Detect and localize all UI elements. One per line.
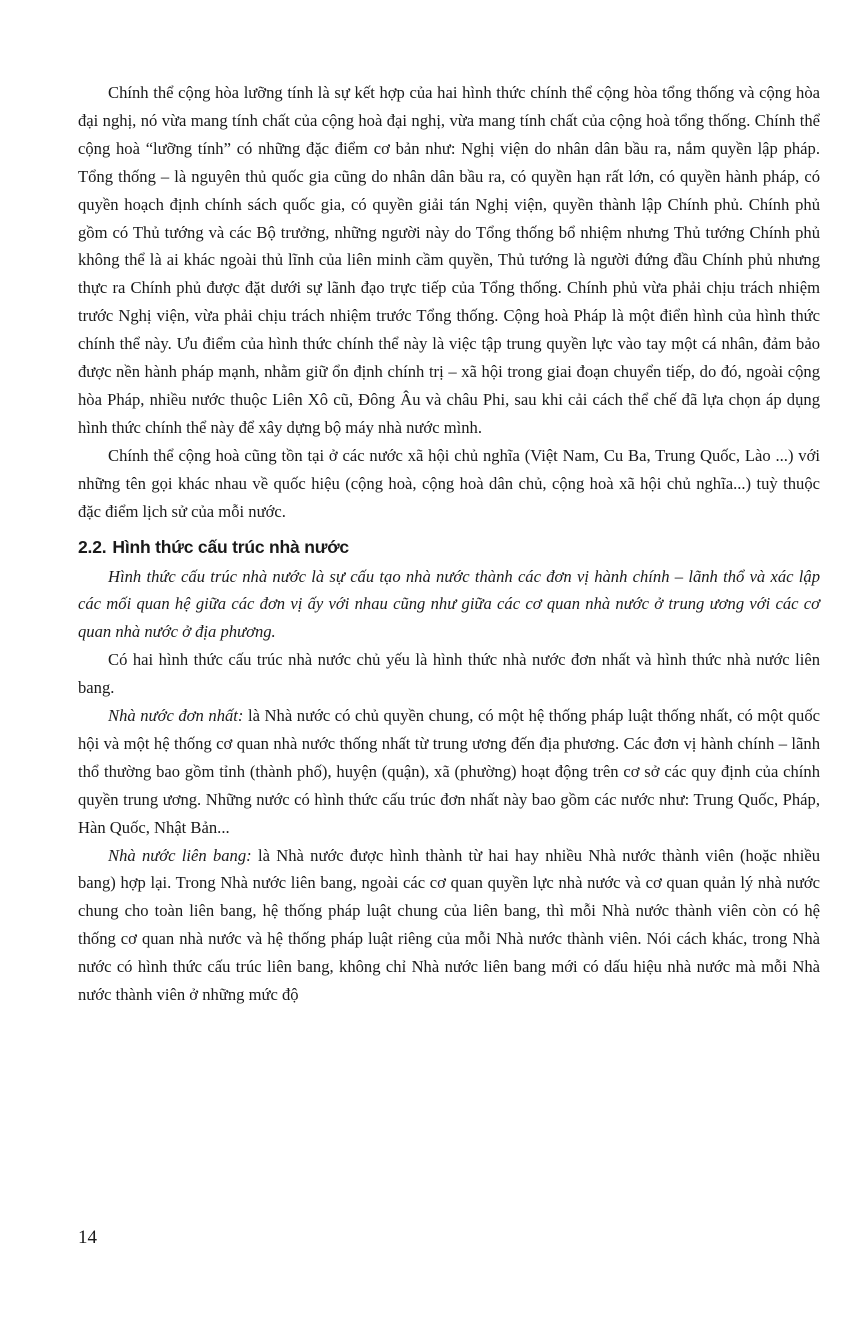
unitary-state-term: Nhà nước đơn nhất: (108, 706, 244, 726)
paragraph-socialist-republic: Chính thể cộng hoà cũng tồn tại ở các nước xã hội chủ nghĩa (Việt Nam, Cu Ba, Trung Quốc, Lào ...) với những tên gọi khác nhau về quốc hiệu (cộng hoà, cộng hoà dân chủ, cộng hoà xã hội chủ nghĩa...) tuỳ thuộc đặc điểm lịch sử của mỗi nước. (78, 445, 820, 521)
section-heading (78, 534, 820, 561)
paragraph-federal-state (78, 842, 820, 1009)
paragraph-unitary-state (78, 702, 820, 842)
section-number: 2.2. (78, 536, 107, 557)
paragraph-two-forms: Có hai hình thức cấu trúc nhà nước chủ yếu là hình thức nhà nước đơn nhất và hình thức nhà nước liên bang. (78, 650, 820, 698)
page-body (78, 79, 820, 1009)
page-number: 14 (78, 1227, 97, 1248)
paragraph-republic-dual: Chính thể cộng hòa lưỡng tính là sự kết hợp của hai hình thức chính thể cộng hòa tổng thống và cộng hòa đại nghị, nó vừa mang tính chất của cộng hoà đại nghị, vừa mang tính chất của cộng hoà tổng thống. Chính thể cộng hoà “lưỡng tính” có những đặc điểm cơ bản như: Nghị viện do nhân dân bầu ra, nắm quyền lập pháp. Tổng thống – là nguyên thủ quốc gia cũng do nhân dân bầu ra, có quyền hạn rất lớn, có quyền hành pháp, có quyền hoạch định chính sách quốc gia, có quyền giải tán Nghị viện, quyền thành lập Chính phủ. Chính phủ gồm có Thủ tướng và các Bộ trưởng, những người này do Tổng thống bổ nhiệm nhưng Thủ tướng Chính phủ không thể là ai khác ngoài thủ lĩnh của liên minh cầm quyền, Thủ tướng là người đứng đầu Chính phủ nhưng thực ra Chính phủ được đặt dưới sự lãnh đạo trực tiếp của Tổng thống. Chính phủ vừa phải chịu trách nhiệm trước Nghị viện, vừa phải chịu trách nhiệm trước Tổng thống. Cộng hoà Pháp là một điển hình của hình thức chính thể này. Ưu điểm của hình thức chính thể này là việc tập trung quyền lực vào tay một cá nhân, đảm bảo được nền hành pháp mạnh, nhằm giữ ổn định chính trị – xã hội trong giai đoạn chuyển tiếp, do đó, ngoài cộng hòa Pháp, nhiều nước thuộc Liên Xô cũ, Đông Âu và châu Phi, sau khi cải cách thể chế đã lựa chọn áp dụng hình thức chính thể này để xây dựng bộ máy nhà nước mình. (78, 83, 820, 437)
unitary-state-text: là Nhà nước có chủ quyền chung, có một hệ thống pháp luật thống nhất, có một quốc hội và một hệ thống cơ quan nhà nước thống nhất từ trung ương đến địa phương. Các đơn vị hành chính – lãnh thổ thường bao gồm tỉnh (thành phố), huyện (quận), xã (phường) hoạt động trên cơ sở các quy định của chính quyền trung ương. Những nước có hình thức cấu trúc đơn nhất này bao gồm các nước như: Trung Quốc, Pháp, Hàn Quốc, Nhật Bản... (78, 706, 821, 837)
section-title: Hình thức cấu trúc nhà nước (112, 536, 349, 557)
federal-state-text: là Nhà nước được hình thành từ hai hay nhiều Nhà nước thành viên (hoặc nhiều bang) hợp lại. Trong Nhà nước liên bang, ngoài các cơ quan quyền lực nhà nước và cơ quan quản lý nhà nước chung cho toàn liên bang, hệ thống pháp luật chung của liên bang, thì mỗi Nhà nước thành viên còn có hệ thống cơ quan nhà nước và hệ thống pháp luật riêng của mỗi Nhà nước thành viên. Nói cách khác, trong Nhà nước có hình thức cấu trúc liên bang, không chỉ Nhà nước liên bang mới có dấu hiệu nhà nước mà mỗi Nhà nước thành viên ở những mức độ (78, 845, 820, 1005)
paragraph-definition: Hình thức cấu trúc nhà nước là sự cấu tạo nhà nước thành các đơn vị hành chính – lãnh thổ và xác lập các mối quan hệ giữa các đơn vị ấy với nhau cũng như giữa các cơ quan nhà nước ở trung ương với các cơ quan nhà nước ở địa phương. (78, 566, 820, 642)
federal-state-term: Nhà nước liên bang: (108, 845, 252, 865)
